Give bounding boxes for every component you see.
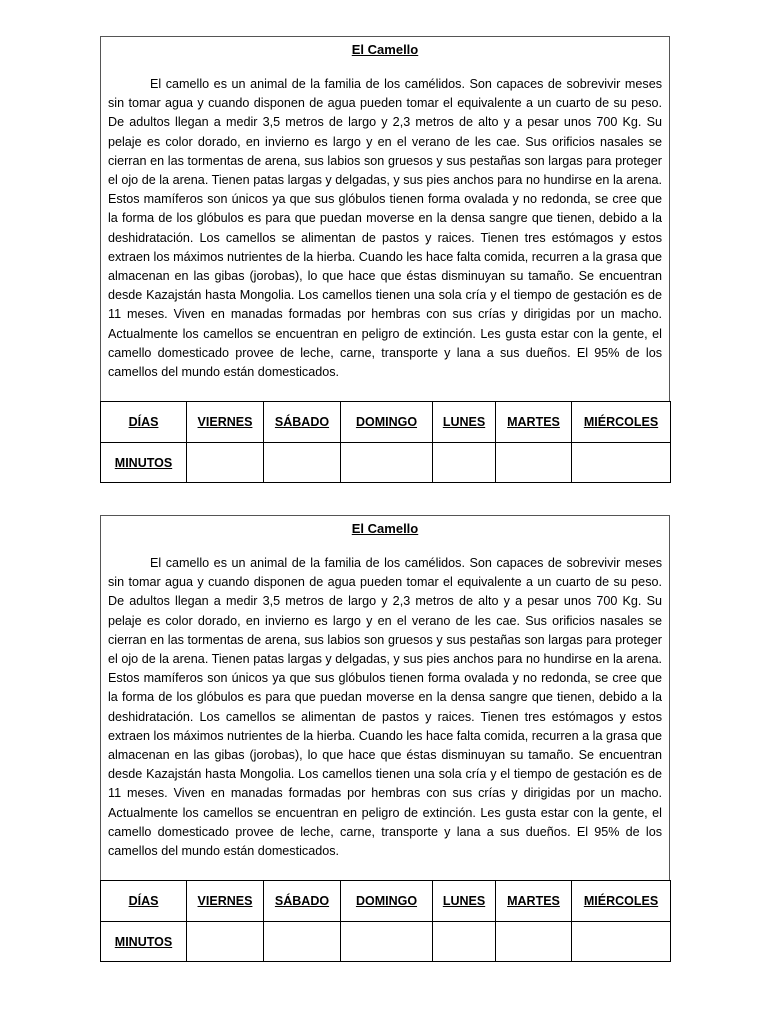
- reading-log-table: [100, 401, 671, 483]
- days-header-cell: DÍAS: [101, 881, 187, 922]
- worksheet-title: El Camello: [351, 42, 419, 57]
- reading-box: [100, 36, 670, 401]
- minutes-cell-tuesday[interactable]: [496, 443, 572, 483]
- days-header-cell: DÍAS: [101, 402, 187, 443]
- worksheet-copy-2: [100, 515, 670, 962]
- minutes-cell-saturday[interactable]: [264, 922, 341, 962]
- minutes-cell-friday[interactable]: [187, 922, 264, 962]
- reading-paragraph: El camello es un animal de la familia de los camélidos. Son capaces de sobrevivir meses sin tomar agua y cuando disponen de agua pueden tomar el equivalente a un cuarto de su peso. De adultos llegan a medir 3,5 metros de largo y 2,3 metros de alto y a pesar unos 700 Kg. Su pelaje es color dorado, en invierno es largo y en el verano de les cae. Sus orificios nasales se cierran en las tormentas de arena, sus labios son gruesos y sus pestañas son largas para proteger el ojo de la arena. Tienen patas largas y delgadas, y sus pies anchos para no hundirse en la arena. Estos mamíferos son únicos ya que sus glóbulos tienen forma ovalada y no redonda, se cree que la forma de los glóbulos es para que puedan moverse en la densa sangre que tienen, debido a la deshidratación. Los camellos se alimentan de pastos y raices. Tienen tres estómagos y estos extraen los máximos nutrientes de la hierba. Cuando les hace falta comida, recurren a la grasa que almacenan en las gibas (jorobas), lo que hace que éstas disminuyan su tamaño. Se encuentran desde Kazajstán hasta Mongolia. Los camellos tienen una sola cría y el tiempo de gestación es de 11 meses. Viven en manadas formadas por hembras con sus crías y dirigidas por un macho. Actualmente los camellos se encuentran en peligro de extinción. Les gusta estar con la gente, el camello domesticado provee de leche, carne, transporte y lana a sus dueños. El 95% de los camellos del mundo están domesticados.: [108, 77, 662, 380]
- minutes-cell-sunday[interactable]: [341, 922, 433, 962]
- reading-box: [100, 515, 670, 880]
- day-cell-saturday: SÁBADO: [264, 881, 341, 922]
- worksheet-copy-1: [100, 36, 670, 483]
- reading-log-table: [100, 880, 671, 962]
- minutes-cell-saturday[interactable]: [264, 443, 341, 483]
- minutes-cell-wednesday[interactable]: [572, 922, 671, 962]
- day-cell-wednesday: MIÉRCOLES: [572, 881, 671, 922]
- day-cell-wednesday: MIÉRCOLES: [572, 402, 671, 443]
- minutes-cell-tuesday[interactable]: [496, 922, 572, 962]
- minutes-cell-friday[interactable]: [187, 443, 264, 483]
- day-cell-saturday: SÁBADO: [264, 402, 341, 443]
- day-cell-tuesday: MARTES: [496, 881, 572, 922]
- minutes-cell-monday[interactable]: [433, 443, 496, 483]
- days-row: [101, 402, 671, 443]
- minutes-row: [101, 443, 671, 483]
- reading-paragraph: El camello es un animal de la familia de los camélidos. Son capaces de sobrevivir meses sin tomar agua y cuando disponen de agua pueden tomar el equivalente a un cuarto de su peso. De adultos llegan a medir 3,5 metros de largo y 2,3 metros de alto y a pesar unos 700 Kg. Su pelaje es color dorado, en invierno es largo y en el verano de les cae. Sus orificios nasales se cierran en las tormentas de arena, sus labios son gruesos y sus pestañas son largas para proteger el ojo de la arena. Tienen patas largas y delgadas, y sus pies anchos para no hundirse en la arena. Estos mamíferos son únicos ya que sus glóbulos tienen forma ovalada y no redonda, se cree que la forma de los glóbulos es para que puedan moverse en la densa sangre que tienen, debido a la deshidratación. Los camellos se alimentan de pastos y raices. Tienen tres estómagos y estos extraen los máximos nutrientes de la hierba. Cuando les hace falta comida, recurren a la grasa que almacenan en las gibas (jorobas), lo que hace que éstas disminuyan su tamaño. Se encuentran desde Kazajstán hasta Mongolia. Los camellos tienen una sola cría y el tiempo de gestación es de 11 meses. Viven en manadas formadas por hembras con sus crías y dirigidas por un macho. Actualmente los camellos se encuentran en peligro de extinción. Les gusta estar con la gente, el camello domesticado provee de leche, carne, transporte y lana a sus dueños. El 95% de los camellos del mundo están domesticados.: [108, 556, 662, 859]
- minutes-cell-wednesday[interactable]: [572, 443, 671, 483]
- day-cell-monday: LUNES: [433, 881, 496, 922]
- minutes-header-cell: MINUTOS: [101, 922, 187, 962]
- day-cell-tuesday: MARTES: [496, 402, 572, 443]
- days-row: [101, 881, 671, 922]
- minutes-row: [101, 922, 671, 962]
- minutes-header-cell: MINUTOS: [101, 443, 187, 483]
- day-cell-friday: VIERNES: [187, 402, 264, 443]
- day-cell-monday: LUNES: [433, 402, 496, 443]
- minutes-cell-monday[interactable]: [433, 922, 496, 962]
- day-cell-sunday: DOMINGO: [341, 402, 433, 443]
- day-cell-sunday: DOMINGO: [341, 881, 433, 922]
- worksheet-title: El Camello: [351, 521, 419, 536]
- day-cell-friday: VIERNES: [187, 881, 264, 922]
- minutes-cell-sunday[interactable]: [341, 443, 433, 483]
